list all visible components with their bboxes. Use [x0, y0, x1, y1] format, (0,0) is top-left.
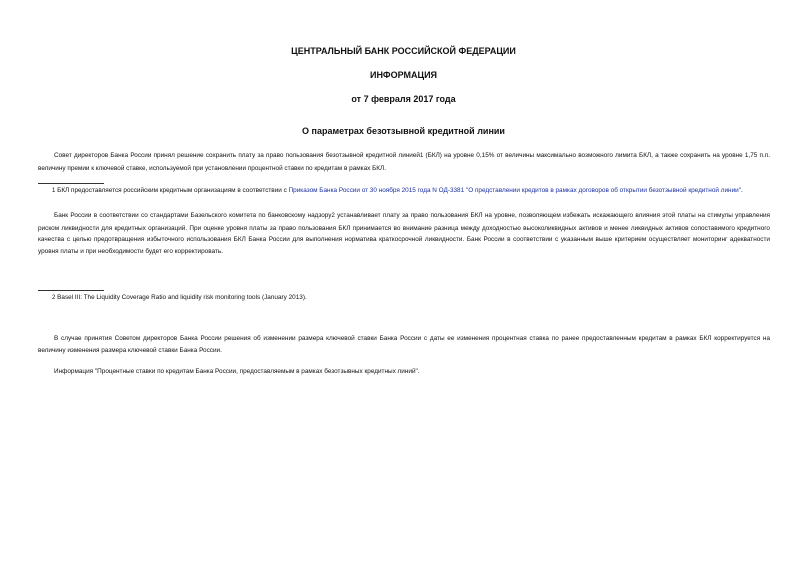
paragraph-1-tail: (БКЛ) на уровне 0,15% от величины максимально возможного лимита БКЛ, а также сохранить на уровне 1,75 п.п. величину премии к ключевой ставке, используемой при установлении процентной ставки по кредитам в рамках БКЛ.: [38, 152, 771, 172]
doc-title: О параметрах безотзывной кредитной линии: [302, 126, 505, 136]
bank-name: ЦЕНТРАЛЬНЫЙ БАНК РОССИЙСКОЙ ФЕДЕРАЦИИ: [291, 46, 516, 56]
footnote-divider-1: [38, 183, 104, 184]
footnote-2-text: Basel III: The Liquidity Coverage Ratio and liquidity risk monitoring tools (January 2013).: [57, 294, 307, 301]
paragraph-2: [38, 210, 770, 257]
footnote-1-tail: .: [740, 187, 743, 194]
footnote-1-link[interactable]: Приказом Банка России от 30 ноября 2015 года N ОД-3381 "О представлении кредитов в рамках договоров об открытии безотзывной кредитной линии": [288, 187, 741, 194]
footnote-1: [52, 185, 770, 198]
paragraph-2-tail: устанавливает плату за право пользования БКЛ на уровне, позволяющем избежать искажающего влияния этой платы на стимулы управления риском ликвидности для кредитных организаций. При оценке уровня платы за право пользования БКЛ принимается во внимание разница между доходностью высоколиквидных активов и менее ликвидных активов сопоставимого кредитного качества с целью предотвращения избыточного использования БКЛ Банка России для выполнения норматива краткосрочной ликвидности. Банк России в соответствии с указанным выше критерием осуществляет мониторинг адекватности уровня платы и при необходимости будет его корректировать.: [38, 212, 770, 255]
paragraph-3-text: В случае принятия Советом директоров Банка России решения об изменении размера ключевой ставки Банка России с даты ее изменения процентная ставка по ранее предоставленным кредитам в рамках БКЛ корректируется на величину изменения размера ключевой ставки Банка России.: [38, 335, 770, 354]
paragraph-3: [38, 333, 770, 356]
footnote-1-mark: 1: [52, 188, 56, 194]
paragraph-4: [38, 366, 770, 378]
paragraph-4-text[interactable]: Информация "Процентные ставки по кредитам Банка России, предоставляемым в рамках безотзывных кредитных линий".: [54, 368, 420, 375]
footnote-1-text: БКЛ предоставляется российским кредитным организациям в соответствии с: [57, 187, 289, 194]
footnote-ref-1[interactable]: 1: [420, 153, 424, 159]
paragraph-1: [38, 150, 770, 174]
footnote-ref-2[interactable]: 2: [331, 213, 335, 219]
footnote-divider-2: [38, 290, 104, 291]
doc-type: ИНФОРМАЦИЯ: [369, 70, 438, 80]
footnote-2: [52, 292, 770, 305]
paragraph-2-text: Банк России в соответствии со стандартами Базельского комитета по банковскому надзору: [54, 212, 332, 219]
doc-date: от 7 февраля 2017 года: [351, 94, 456, 104]
paragraph-1-text: Совет директоров Банка России принял решение сохранить плату за право пользования безотзывной кредитной линией: [54, 152, 420, 159]
footnote-2-mark: 2: [52, 295, 56, 301]
